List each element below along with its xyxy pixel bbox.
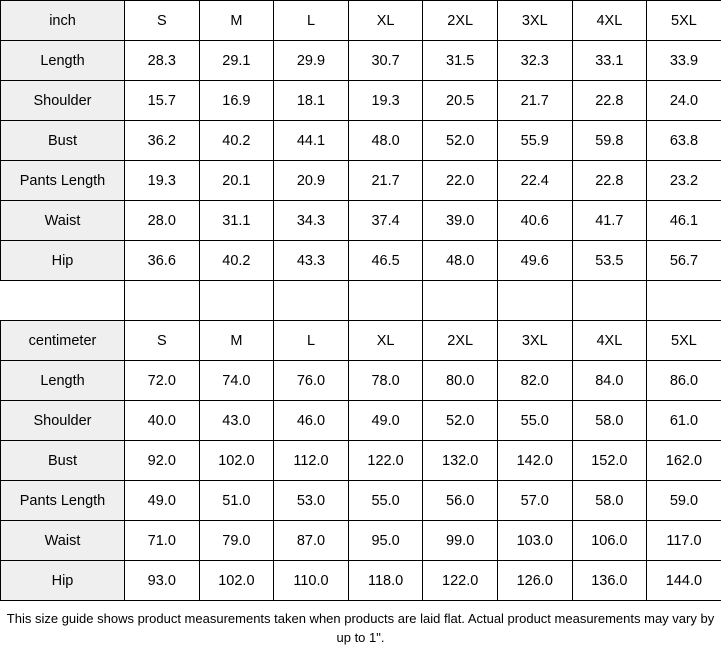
measurement-cell: 49.0	[125, 481, 200, 521]
table-row	[1, 81, 721, 121]
row-label: Length	[1, 361, 125, 401]
column-header-size: 5XL	[647, 1, 721, 41]
measurement-cell: 48.0	[348, 121, 423, 161]
row-label: Hip	[1, 561, 125, 601]
measurement-cell: 43.3	[274, 241, 349, 281]
measurement-cell: 152.0	[572, 441, 647, 481]
measurement-cell: 20.9	[274, 161, 349, 201]
table-row	[1, 201, 721, 241]
measurement-cell: 41.7	[572, 201, 647, 241]
row-label: Shoulder	[1, 401, 125, 441]
table-row	[1, 161, 721, 201]
measurement-cell: 55.9	[497, 121, 572, 161]
row-label: Bust	[1, 441, 125, 481]
measurement-cell: 63.8	[647, 121, 721, 161]
measurement-cell: 15.7	[125, 81, 200, 121]
measurement-cell: 57.0	[497, 481, 572, 521]
measurement-cell: 36.6	[125, 241, 200, 281]
measurement-cell: 48.0	[423, 241, 498, 281]
measurement-cell: 76.0	[274, 361, 349, 401]
measurement-cell: 22.8	[572, 81, 647, 121]
measurement-cell: 44.1	[274, 121, 349, 161]
measurement-cell: 20.5	[423, 81, 498, 121]
measurement-cell: 34.3	[274, 201, 349, 241]
measurement-cell: 29.1	[199, 41, 274, 81]
size-guide-footnote: This size guide shows product measurements taken when products are laid flat. Actual product measurements may vary by up to 1".	[6, 611, 715, 645]
measurement-cell: 110.0	[274, 561, 349, 601]
measurement-cell: 86.0	[647, 361, 721, 401]
measurement-cell: 39.0	[423, 201, 498, 241]
measurement-cell: 122.0	[348, 441, 423, 481]
measurement-cell: 142.0	[497, 441, 572, 481]
spacer-cell	[199, 281, 274, 321]
measurement-cell: 18.1	[274, 81, 349, 121]
column-header-size: S	[125, 321, 200, 361]
measurement-cell: 82.0	[497, 361, 572, 401]
measurement-cell: 21.7	[497, 81, 572, 121]
measurement-cell: 36.2	[125, 121, 200, 161]
table-row	[1, 121, 721, 161]
measurement-cell: 19.3	[125, 161, 200, 201]
measurement-cell: 31.5	[423, 41, 498, 81]
measurement-cell: 144.0	[647, 561, 721, 601]
measurement-cell: 40.6	[497, 201, 572, 241]
measurement-cell: 49.6	[497, 241, 572, 281]
measurement-cell: 32.3	[497, 41, 572, 81]
row-label: Length	[1, 41, 125, 81]
spacer-cell	[572, 281, 647, 321]
measurement-cell: 56.0	[423, 481, 498, 521]
measurement-cell: 102.0	[199, 441, 274, 481]
measurement-cell: 99.0	[423, 521, 498, 561]
measurement-cell: 22.8	[572, 161, 647, 201]
measurement-cell: 55.0	[497, 401, 572, 441]
table-row	[1, 361, 721, 401]
size-chart-body	[1, 1, 721, 601]
unit-label-inch: inch	[1, 1, 125, 41]
measurement-cell: 56.7	[647, 241, 721, 281]
column-header-size: 5XL	[647, 321, 721, 361]
measurement-cell: 58.0	[572, 481, 647, 521]
measurement-cell: 61.0	[647, 401, 721, 441]
measurement-cell: 58.0	[572, 401, 647, 441]
measurement-cell: 106.0	[572, 521, 647, 561]
column-header-size: 4XL	[572, 321, 647, 361]
spacer-cell	[1, 281, 125, 321]
measurement-cell: 59.8	[572, 121, 647, 161]
measurement-cell: 24.0	[647, 81, 721, 121]
column-header-size: L	[274, 1, 349, 41]
measurement-cell: 55.0	[348, 481, 423, 521]
measurement-cell: 78.0	[348, 361, 423, 401]
measurement-cell: 80.0	[423, 361, 498, 401]
row-label: Pants Length	[1, 161, 125, 201]
measurement-cell: 33.9	[647, 41, 721, 81]
table-row	[1, 521, 721, 561]
measurement-cell: 40.2	[199, 121, 274, 161]
measurement-cell: 103.0	[497, 521, 572, 561]
measurement-cell: 95.0	[348, 521, 423, 561]
measurement-cell: 87.0	[274, 521, 349, 561]
table-row	[1, 41, 721, 81]
spacer-cell	[647, 281, 721, 321]
table-header-row-centimeter	[1, 321, 721, 361]
measurement-cell: 51.0	[199, 481, 274, 521]
measurement-cell: 23.2	[647, 161, 721, 201]
column-header-size: 3XL	[497, 1, 572, 41]
row-label: Waist	[1, 201, 125, 241]
measurement-cell: 33.1	[572, 41, 647, 81]
column-header-size: XL	[348, 321, 423, 361]
measurement-cell: 28.3	[125, 41, 200, 81]
measurement-cell: 122.0	[423, 561, 498, 601]
measurement-cell: 93.0	[125, 561, 200, 601]
column-header-size: L	[274, 321, 349, 361]
measurement-cell: 31.1	[199, 201, 274, 241]
measurement-cell: 40.0	[125, 401, 200, 441]
spacer-cell	[348, 281, 423, 321]
column-header-size: M	[199, 321, 274, 361]
measurement-cell: 126.0	[497, 561, 572, 601]
measurement-cell: 29.9	[274, 41, 349, 81]
measurement-cell: 37.4	[348, 201, 423, 241]
row-label: Pants Length	[1, 481, 125, 521]
measurement-cell: 28.0	[125, 201, 200, 241]
measurement-cell: 162.0	[647, 441, 721, 481]
unit-label-centimeter: centimeter	[1, 321, 125, 361]
spacer-cell	[274, 281, 349, 321]
measurement-cell: 21.7	[348, 161, 423, 201]
measurement-cell: 136.0	[572, 561, 647, 601]
table-header-row-inch	[1, 1, 721, 41]
measurement-cell: 30.7	[348, 41, 423, 81]
measurement-cell: 40.2	[199, 241, 274, 281]
table-row	[1, 561, 721, 601]
measurement-cell: 46.0	[274, 401, 349, 441]
column-header-size: XL	[348, 1, 423, 41]
row-label: Shoulder	[1, 81, 125, 121]
measurement-cell: 22.4	[497, 161, 572, 201]
table-spacer-row	[1, 281, 721, 321]
spacer-cell	[497, 281, 572, 321]
measurement-cell: 59.0	[647, 481, 721, 521]
table-row	[1, 241, 721, 281]
spacer-cell	[125, 281, 200, 321]
measurement-cell: 117.0	[647, 521, 721, 561]
measurement-cell: 53.5	[572, 241, 647, 281]
measurement-cell: 22.0	[423, 161, 498, 201]
measurement-cell: 43.0	[199, 401, 274, 441]
column-header-size: 4XL	[572, 1, 647, 41]
measurement-cell: 53.0	[274, 481, 349, 521]
measurement-cell: 112.0	[274, 441, 349, 481]
measurement-cell: 71.0	[125, 521, 200, 561]
column-header-size: 2XL	[423, 1, 498, 41]
measurement-cell: 16.9	[199, 81, 274, 121]
column-header-size: 3XL	[497, 321, 572, 361]
measurement-cell: 19.3	[348, 81, 423, 121]
row-label: Hip	[1, 241, 125, 281]
measurement-cell: 49.0	[348, 401, 423, 441]
row-label: Bust	[1, 121, 125, 161]
measurement-cell: 46.1	[647, 201, 721, 241]
column-header-size: M	[199, 1, 274, 41]
table-row	[1, 481, 721, 521]
measurement-cell: 118.0	[348, 561, 423, 601]
measurement-cell: 84.0	[572, 361, 647, 401]
measurement-cell: 52.0	[423, 401, 498, 441]
measurement-cell: 46.5	[348, 241, 423, 281]
measurement-cell: 52.0	[423, 121, 498, 161]
measurement-cell: 92.0	[125, 441, 200, 481]
measurement-cell: 132.0	[423, 441, 498, 481]
measurement-cell: 79.0	[199, 521, 274, 561]
table-row	[1, 441, 721, 481]
measurement-cell: 74.0	[199, 361, 274, 401]
measurement-cell: 20.1	[199, 161, 274, 201]
column-header-size: S	[125, 1, 200, 41]
column-header-size: 2XL	[423, 321, 498, 361]
table-row	[1, 401, 721, 441]
measurement-cell: 102.0	[199, 561, 274, 601]
row-label: Waist	[1, 521, 125, 561]
measurement-cell: 72.0	[125, 361, 200, 401]
spacer-cell	[423, 281, 498, 321]
